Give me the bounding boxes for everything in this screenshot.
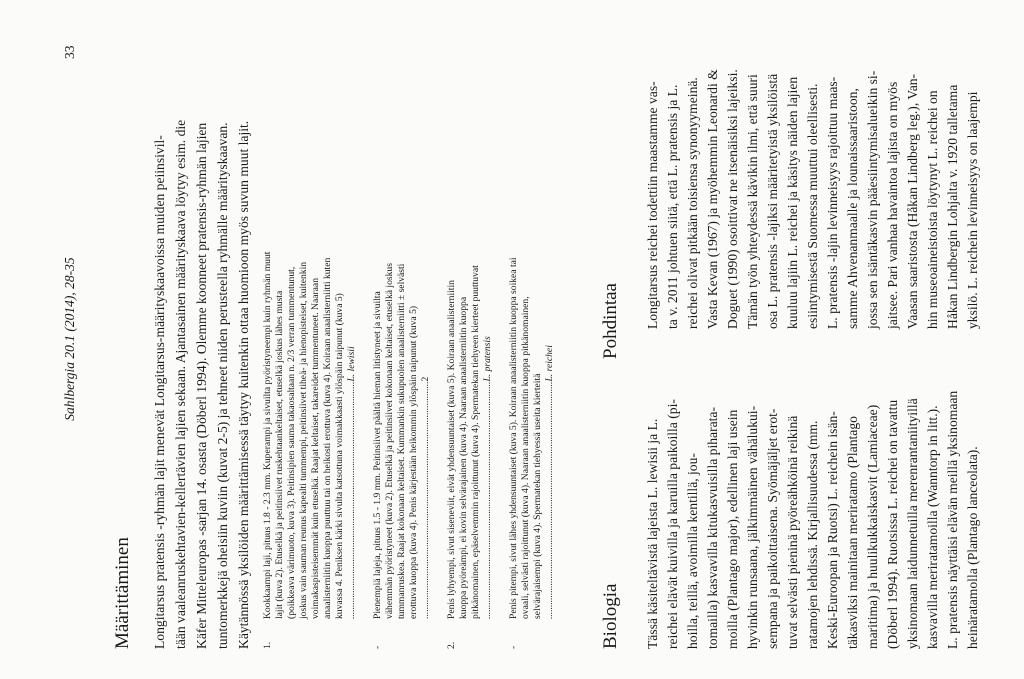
body-line: maritima) ja huulikukkaiskasvit (Lamiaceae) [865, 404, 880, 649]
key-line: anaalisterniitin kuoppa puuttuu tai on heikosti erottuva (kuva 4). Koiraan anaalisterniitti kuten [322, 257, 333, 619]
body-line: hin museoaineistoista löytynyt L. reichei on [925, 90, 940, 329]
key-result-line: ...................................................................................................L. reichei [544, 345, 555, 619]
intro-line: Käfer Mitteleuropas -sarjan 14. osasta (Döberl 1994). Olemme koonneet pratensis-ryhmän lajien [194, 122, 209, 649]
body-line: kuuluu lajiin L. reichei ja käsitys näiden lajien [785, 76, 800, 329]
body-line: (Döberl 1994). Ruotsissa L. reichei on tavattu [885, 399, 900, 649]
body-line: hyvinkin runsaana, jälkimmäinen vähälukui- [745, 405, 760, 649]
body-line: reichei olivat pitkään toisiensa synonyymeinä. [685, 77, 700, 329]
body-line: hoilla, teillä, avoimilla kentillä, jou- [685, 453, 700, 649]
key-line: lajit (kuva 2). Etuselkä ja peitinsiivet ruskehtaankeltaiset, etuselkä joskus lähes musta [274, 290, 285, 619]
key-line: (poikkeava värimuoto, kuva 3). Peitinsipien sauma takaosaltaan n. 2/3 verran tummentunut, [286, 266, 297, 619]
body-line: yksilö. L. reichein levinneisyys on laajempi [965, 91, 980, 329]
key-line: tummanruskea. Raajat kokonaan keltaiset. Kummankin sukupuolen anaalisterniitti ± selvästi [396, 263, 407, 619]
key-couplet-number: - [508, 645, 519, 649]
body-line: tomailla) kasvavilla kitukasvuisilla piharata- [705, 407, 720, 649]
intro-line: tään vaaleanruskehtavien-kellertävien lajien sekaan. Ajantasainen määrityskaava löytyy esim. die [173, 119, 188, 649]
body-line: tuvat selvästi pieninä pyöreähköinä reikinä [785, 415, 800, 649]
body-line: osa L. pratensis -lajiksi määritetyistä yksilöistä [765, 73, 780, 329]
body-line: Keski-Euroopan ja Ruotsi) L. reichein isän- [825, 411, 840, 649]
section-heading-biologia: Biologia [600, 583, 621, 649]
key-line: joskus vain sauman reunus kapealti tummempi, peitinsiivet tiheä- ja hienopisteiset, kuitenkin [298, 261, 309, 619]
key-line: kuvassa 4. Peniksen kärki sivulta katsottuna voimakkaasti ylöspäin taipunut (kuva 5) [334, 293, 345, 619]
intro-line: Käytännössä yksilöiden määrittämisessä täytyy kuitenkin ottaa huomioon myös suvun muut lajit. [236, 120, 251, 649]
intro-line: tuntomerkkejä oheisiin kuviin (kuvat 2-5) ja tehneet niiden perusteella ryhmälle määrityskaavan. [215, 122, 230, 649]
running-head: Sahlbergia 20.1 (2014), 28-35 [62, 257, 77, 421]
section-heading-maarittaminen: Määrittäminen [112, 537, 133, 649]
intro-line: Longitarsus pratensis -ryhmän lajit menevät Longitarsus-määrityskaavoissa muiden peiinsivil- [152, 135, 167, 649]
key-couplet-number: - [372, 645, 383, 649]
key-line: Penis lyhyempi, sivut siseneviit, eivät yhdensuuntaiset (kuva 5). Koiraan anaalisterniitin [446, 280, 457, 619]
body-line: sempana ja paikoittaisena. Syömäjäljet erot- [765, 408, 780, 649]
body-line: jaitsee. Pari vanhaa havaintoa lajista on myös [885, 81, 900, 329]
body-line: moilla (Plantago major), edellinen laji usein [725, 409, 740, 649]
key-line: Pienempiä lajeja, pituus 1.5 - 1.9 mm. Peitinsiivet päältä hieman litistyneet ja sivuilta [372, 291, 383, 619]
body-line: Doguet (1990) osoittivat ne itsenäisiksi lajeiksi. [725, 69, 740, 329]
body-line: Vaasan saaristosta (Håkan Lindberg leg.), Van- [905, 73, 920, 329]
body-line: Tässä käsiteltävistä lajeista L. lewisii ja L. [645, 418, 660, 649]
body-line: Håkan Lindbergin Lohjalta v. 1920 talletama [945, 84, 960, 329]
key-line: voimakaspisteisemmät kuin etuselkä. Raajat keltaiset, takareidet tummentuneet. Naaraan [310, 278, 321, 619]
body-line: heinäratamolla (Plantago lanceolata). [965, 446, 980, 649]
body-line: reichei elävät kuivilla ja karuilla paikoilla (pi- [665, 399, 680, 649]
body-line: L. pratensis -lajin levinneisyys rajoittuu maas- [825, 76, 840, 329]
key-result-line: ...................................................................................................L. pratensis [482, 336, 493, 619]
body-line: ta v. 2011 johtuen siitä, että L. pratensis ja L. [665, 84, 680, 329]
key-line: Penis pitempi, sivut lähes yhdensuuntaiset (kuva 5). Koiraan anaalisterniitin kuoppa soikea tai [508, 257, 519, 619]
key-couplet-number: 1. [262, 641, 273, 649]
key-line: pitkänomainen, epäselvemmin rajoittunut (kuva 4). Spermatekan tiehyeen kierteet puuttuvat [470, 265, 481, 619]
section-heading-pohdintaa: Pohdintaa [600, 283, 621, 359]
body-line: yksinomaan laidunnetuilla merenrantaniityillä [905, 398, 920, 649]
key-line: Kookkaampi laji, pituus 1.8 - 2.3 mm. Kuperampi ja sivuilta pyöristyneempi kuin ryhmän muut [262, 251, 273, 619]
key-line: selvärajaisempi (kuva 4). Spermatekan tiehyessä useita kierteitä [532, 373, 543, 619]
key-line: erottuva kuoppa (kuva 4). Penis kärjestään heikommin ylöspäin taipunut (kuva 5) [408, 305, 419, 619]
body-line: kasvavilla meriratamoilla (Wanntorp in litt.). [925, 405, 940, 649]
key-line: ovaali, selvästi rajoittunut (kuva 4). Naaraan anaalisterniitin kuoppa pitkänomainen, [520, 296, 531, 619]
body-line: L. pratensis näyttäisi elävän meillä yksinomaan [945, 390, 960, 649]
body-line: Longitarsus reichei todettiin maastamme vas- [645, 81, 660, 329]
page-number: 33 [62, 45, 77, 59]
body-line: samme Ahvenanmaalle ja lounaissaaristoon, [845, 88, 860, 329]
body-line: ratamojen lehdissä. Kirjallisuudessa (mm. [805, 420, 820, 649]
body-line: täkasviksi mainitaan meriratamo (Plantago [845, 416, 860, 649]
key-couplet-number: 2. [446, 641, 457, 649]
body-line: Vasta Kevan (1967) ja myöhemmin Leonardi & [705, 69, 720, 329]
body-line: Tämän työn yhteydessä kävikin ilmi, että suuri [745, 74, 760, 329]
key-result-line: ...................................................................................................L. lewisii [346, 346, 357, 619]
key-result-line: ...................................................................................................2 [420, 376, 431, 619]
key-line: vähemmän pyöristyneet (kuva 2). Etuselkä ja peitinsiivet kokonaan keltaiset, etuselkä joskus [384, 263, 395, 619]
body-line: esiintymisestä Suomessa muuttui oleellisesti. [805, 83, 820, 329]
key-line: kuoppa pyöreämpi, ei kovin selvärajainen (kuva 4). Naaraan anaalisterniitin kuoppa [458, 296, 469, 619]
body-line: jossa sen isäntäkasvin pääesiintymisalueikin si- [865, 70, 880, 329]
